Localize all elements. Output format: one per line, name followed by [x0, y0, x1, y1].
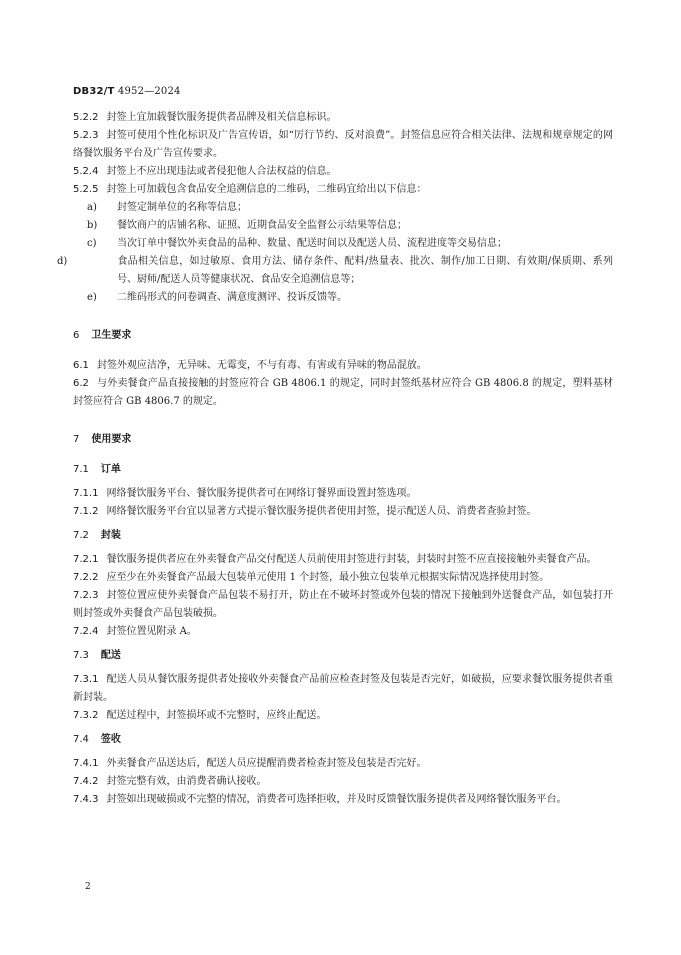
section-number: 7.1	[73, 464, 89, 475]
section-7-3-heading	[73, 647, 613, 665]
list-item-d	[57, 253, 613, 289]
clause-text: 封签完整有效，由消费者确认接收。	[106, 776, 267, 787]
clause-7-4-2	[73, 773, 613, 791]
clause-number: 7.2.2	[73, 572, 99, 583]
section-number: 7.4	[73, 734, 89, 745]
list-item-b	[73, 217, 613, 235]
clause-text: 封签位置见附录 A。	[106, 626, 197, 637]
clause-number: 7.1.2	[73, 506, 99, 517]
clause-text: 餐饮服务提供者应在外卖餐食产品交付配送人员前使用封签进行封装，封装时封签不应直接接触外卖餐食产品。	[106, 554, 597, 565]
document-body	[57, 109, 613, 809]
clause-text: 封签外观应洁净，无异味、无霉变，不与有毒、有害或有异味的物品混放。	[96, 360, 427, 371]
clause-text: 与外卖餐食产品直接接触的封签应符合 GB 4806.1 的规定，同时封签纸基材应符合 GB 4806.8 的规定，塑料基材封签应符合 GB 4806.7 的规定。	[73, 378, 613, 407]
clause-text: 封签上可加载包含食品安全追溯信息的二维码，二维码宜给出以下信息：	[106, 184, 427, 195]
clause-number: 7.2.4	[73, 626, 99, 637]
clause-7-2-2	[73, 569, 613, 587]
standard-code: DB32/T	[73, 86, 115, 97]
clause-7-2-3	[73, 587, 613, 623]
clause-text: 封签如出现破损或不完整的情况，消费者可选择拒收，并及时反馈餐饮服务提供者及网络餐饮服务平台。	[106, 794, 567, 805]
section-number: 7	[73, 434, 80, 445]
section-title: 签收	[100, 734, 121, 745]
clause-number: 5.2.4	[73, 166, 99, 177]
section-7-4-heading	[73, 731, 613, 749]
standard-header	[73, 86, 181, 97]
clause-number: 7.4.1	[73, 758, 99, 769]
clause-7-4-1	[73, 755, 613, 773]
clause-text: 封签位置应使外卖餐食产品包装不易打开，防止在不破坏封签或外包装的情况下接触到外送餐食产品，如包装打开则封签或外卖餐食产品包装破损。	[73, 590, 613, 619]
clause-number: 7.2.3	[73, 590, 99, 601]
section-title: 使用要求	[91, 434, 132, 445]
clause-7-1-2	[73, 503, 613, 521]
standard-number: 4952—2024	[117, 86, 181, 97]
clause-text: 配送人员从餐饮服务提供者处接收外卖餐食产品前应检查封签及包装是否完好，如破损，应要求餐饮服务提供者重新封装。	[73, 674, 613, 703]
list-label: b)	[87, 220, 98, 231]
clause-5-2-5	[73, 181, 613, 199]
section-7-2-heading	[73, 527, 613, 545]
section-number: 7.3	[73, 650, 89, 661]
list-item-e	[73, 289, 613, 307]
clause-5-2-2	[73, 109, 613, 127]
clause-6-2	[73, 375, 613, 411]
section-title: 卫生要求	[91, 330, 132, 341]
clause-number: 5.2.3	[73, 130, 99, 141]
list-label: a)	[87, 202, 97, 213]
section-title: 封装	[100, 530, 121, 541]
clause-7-1-1	[73, 485, 613, 503]
list-label: c)	[87, 238, 97, 249]
clause-number: 5.2.5	[73, 184, 99, 195]
clause-6-1	[73, 357, 613, 375]
list-text: 当次订单中餐饮外卖食品的品种、数量、配送时间以及配送人员、流程进度等交易信息；	[117, 238, 507, 249]
clause-number: 7.4.3	[73, 794, 99, 805]
clause-text: 封签上不应出现违法或者侵犯他人合法权益的信息。	[106, 166, 337, 177]
clause-7-2-1	[73, 551, 613, 569]
section-title: 订单	[100, 464, 121, 475]
clause-text: 配送过程中，封签损坏或不完整时，应终止配送。	[106, 710, 327, 721]
section-6-heading	[73, 327, 613, 345]
list-item-c	[73, 235, 613, 253]
clause-text: 应至少在外卖餐食产品最大包装单元使用 1 个封签，最小独立包装单元根据实际情况选择使用封签。	[106, 572, 550, 583]
page-number: 2	[85, 882, 91, 892]
clause-number: 7.2.1	[73, 554, 99, 565]
section-number: 6	[73, 330, 80, 341]
list-label: d)	[57, 256, 68, 267]
clause-number: 6.1	[73, 360, 89, 371]
section-7-heading	[73, 431, 613, 449]
list-text: 封签定制单位的名称等信息；	[117, 202, 247, 213]
list-text: 食品相关信息，如过敏原、食用方法、储存条件、配料/热量表、批次、制作/加工日期、有效期/保质期、系列号、厨师/配送人员等健康状况、食品安全追溯信息等；	[117, 256, 613, 285]
clause-number: 7.1.1	[73, 488, 99, 499]
section-title: 配送	[100, 650, 121, 661]
clause-text: 封签可使用个性化标识及广告宣传语，如“厉行节约、反对浪费”。封签信息应符合相关法律、法规和规章规定的网络餐饮服务平台及广告宣传要求。	[73, 130, 613, 159]
clause-number: 7.3.1	[73, 674, 99, 685]
clause-7-4-3	[73, 791, 613, 809]
clause-7-3-1	[73, 671, 613, 707]
list-item-a	[73, 199, 613, 217]
section-number: 7.2	[73, 530, 89, 541]
clause-number: 6.2	[73, 378, 89, 389]
clause-5-2-3	[73, 127, 613, 163]
clause-text: 外卖餐食产品送达后，配送人员应提醒消费者检查封签及包装是否完好。	[106, 758, 427, 769]
clause-number: 7.3.2	[73, 710, 99, 721]
clause-7-2-4	[73, 623, 613, 641]
list-label: e)	[87, 292, 97, 303]
clause-5-2-4	[73, 163, 613, 181]
clause-text: 封签上宜加载餐饮服务提供者品牌及相关信息标识。	[106, 112, 337, 123]
clause-number: 7.4.2	[73, 776, 99, 787]
section-7-1-heading	[73, 461, 613, 479]
list-text: 餐饮商户的店铺名称、证照、近期食品安全监督公示结果等信息；	[117, 220, 407, 231]
list-text: 二维码形式的问卷调查、满意度测评、投诉反馈等。	[117, 292, 347, 303]
clause-7-3-2	[73, 707, 613, 725]
clause-text: 网络餐饮服务平台、餐饮服务提供者可在网络订餐界面设置封签选项。	[106, 488, 417, 499]
clause-text: 网络餐饮服务平台宜以显著方式提示餐饮服务提供者使用封签，提示配送人员、消费者查验封签。	[106, 506, 537, 517]
clause-number: 5.2.2	[73, 112, 99, 123]
